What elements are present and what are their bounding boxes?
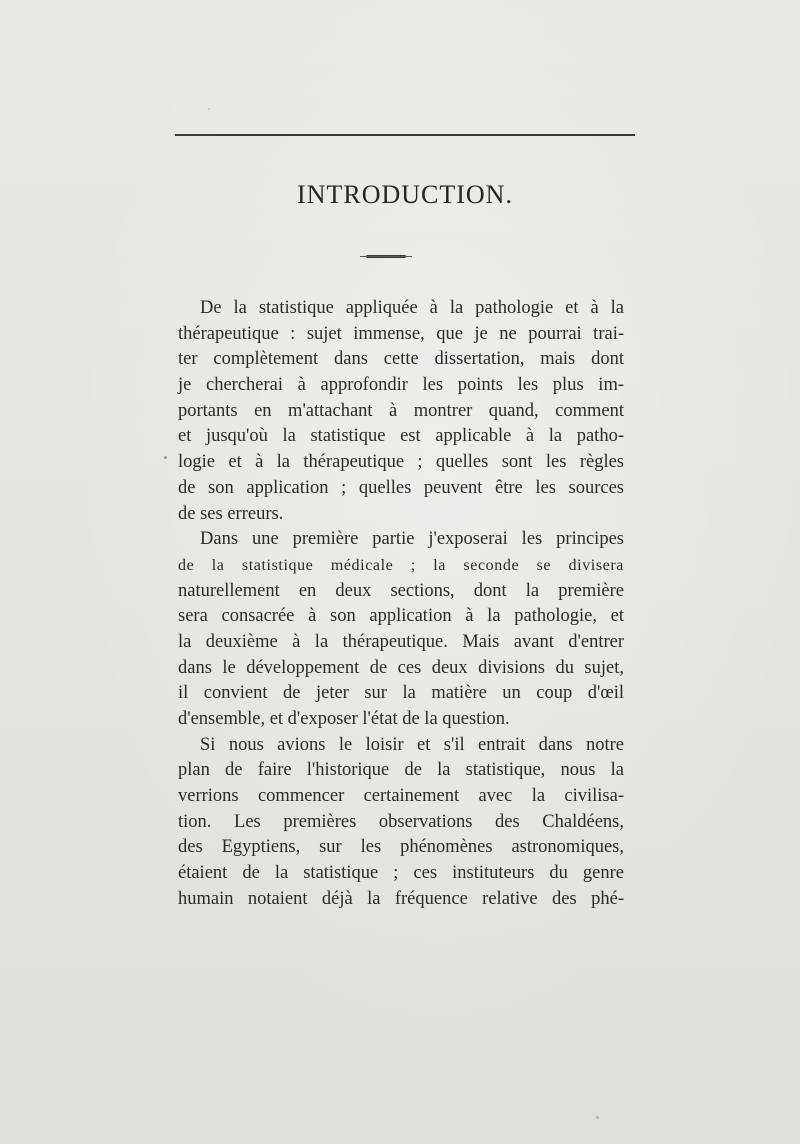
text-line: sera consacrée à son application à la pathologie, et (178, 606, 624, 627)
text-line: de son application ; quelles peuvent être les sources (178, 477, 624, 498)
paragraph-2 (178, 527, 624, 733)
paper-speck (208, 108, 210, 110)
text-line: des Egyptiens, sur les phénomènes astronomiques, (178, 837, 624, 858)
paragraph-3 (178, 733, 624, 913)
text-line: il convient de jeter sur la matière un coup d'œil (178, 683, 624, 704)
title-ornament (366, 255, 406, 258)
text-line: thérapeutique : sujet immense, que je ne pourrai trai- (178, 323, 624, 344)
text-line: et jusqu'où la statistique est applicable à la patho- (178, 426, 624, 447)
text-line: plan de faire l'historique de la statistique, nous la (178, 760, 624, 781)
text-line: portants en m'attachant à montrer quand, comment (178, 400, 624, 421)
text-line: étaient de la statistique ; ces instituteurs du genre (178, 863, 624, 884)
top-rule (175, 134, 635, 136)
text-line: d'ensemble, et d'exposer l'état de la question. (178, 709, 510, 729)
text-line: verrions commencer certainement avec la civilisa- (178, 786, 624, 807)
bleed-through-text (175, 138, 635, 161)
text-line: de la statistique médicale ; la seconde se divisera (178, 556, 624, 574)
paper-speck (164, 456, 167, 459)
paragraph-1 (178, 296, 624, 527)
body-text (178, 296, 624, 913)
text-line: logie et à la thérapeutique ; quelles sont les règles (178, 452, 624, 473)
text-line: je chercherai à approfondir les points les plus im- (178, 375, 624, 396)
paper-speck (596, 1116, 599, 1119)
text-line: De la statistique appliquée à la pathologie et à la (200, 298, 624, 318)
text-line: ter complètement dans cette dissertation, mais dont (178, 349, 624, 370)
text-line: naturellement en deux sections, dont la première (178, 580, 624, 601)
text-line: tion. Les premières observations des Chaldéens, (178, 811, 624, 832)
text-line: humain notaient déjà la fréquence relative des phé- (178, 888, 624, 909)
text-line: de ses erreurs. (178, 503, 284, 524)
page-title: INTRODUCTION. (297, 180, 513, 209)
text-line: la deuxième à la thérapeutique. Mais avant d'entrer (178, 631, 624, 652)
text-line: dans le développement de ces deux divisions du sujet, (178, 657, 624, 678)
text-line: Si nous avions le loisir et s'il entrait dans notre (200, 734, 624, 755)
text-line: Dans une première partie j'exposerai les principes (200, 529, 624, 550)
